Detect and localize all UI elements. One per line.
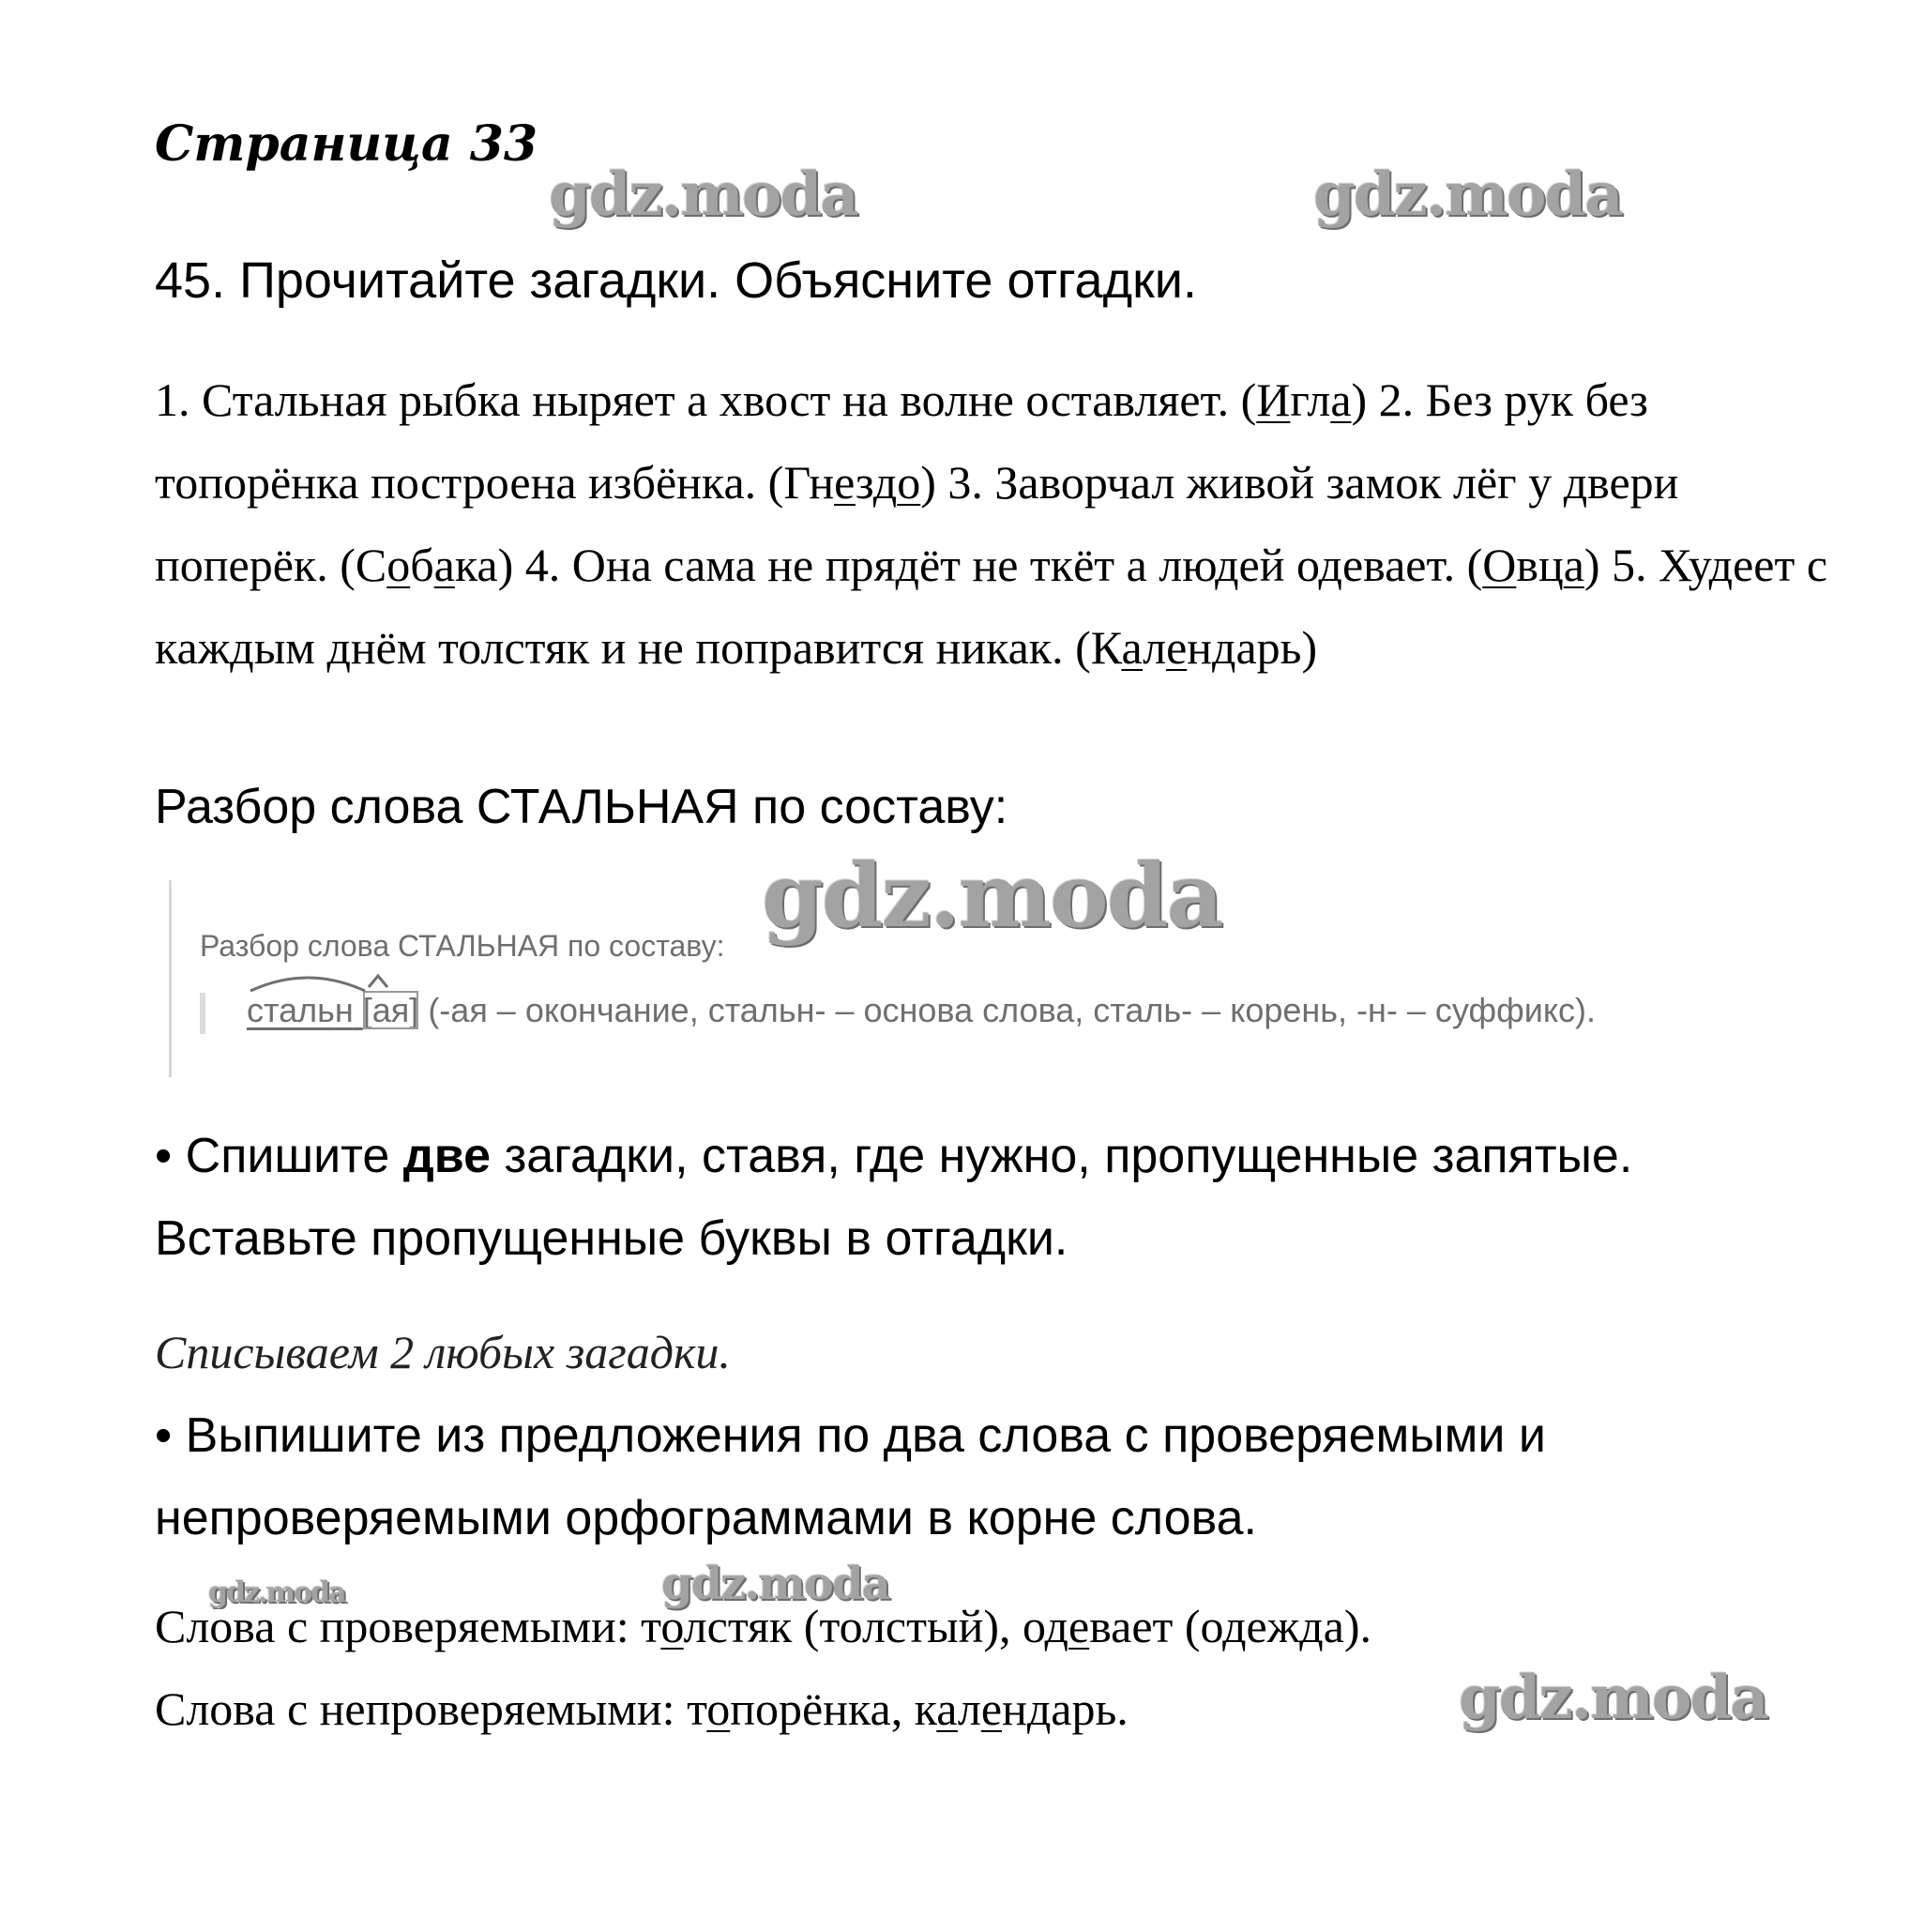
ending: [ая]	[362, 991, 419, 1029]
answer-note: Списываем 2 любых загадки.	[155, 1326, 731, 1378]
root: сталь	[247, 991, 335, 1029]
inset-bar	[200, 993, 205, 1034]
inset-title: Разбор слова СТАЛЬНАЯ по составу:	[200, 929, 725, 963]
watermark: gdz.moda	[661, 1558, 889, 1610]
riddle-4: 4. Она сама не прядёт не ткёт а людей одевает. (Овца)	[513, 539, 1600, 591]
watermark: gdz.moda	[208, 1576, 345, 1609]
morpheme-analysis	[247, 991, 1596, 1030]
riddle-3: 3. Заворчал живой замок лёг у двери поперёк. (Собака)	[155, 456, 1679, 591]
task-copy-riddles: • Спишите две загадки, ставя, где нужно, пропущенные запятые. Вставьте пропущенные буквы в отгадки.	[155, 1129, 1633, 1266]
analysis-explanation: (-ая – окончание, стальн- – основа слова, сталь- – корень, -н- – суффикс).	[418, 991, 1597, 1029]
suffix-mark-icon	[367, 974, 389, 989]
watermark: gdz.moda	[762, 844, 1222, 948]
suffix: н	[334, 991, 354, 1029]
root-arc-icon	[247, 970, 369, 993]
riddle-5: 5. Худеет с каждым днём толстяк и не поправится никак. (Календарь)	[155, 539, 1828, 674]
watermark: gdz.moda	[1313, 160, 1622, 230]
watermark: gdz.moda	[549, 160, 857, 230]
watermark: gdz.moda	[1459, 1663, 1767, 1733]
riddle-2: 2. Без рук без топорёнка построена избёнка. (Гнездо)	[155, 373, 1648, 509]
task-write-words: • Выпишите из предложения по два слова с проверяемыми и непроверяемыми орфограммами в корне слова.	[155, 1408, 1546, 1545]
page-title: Страница 33	[155, 115, 538, 173]
task-heading: 45. Прочитайте загадки. Объясните отгадки.	[155, 252, 1197, 309]
checkable-words-line: Слова с проверяемыми: толстяк (толстый), одевает (одежда).	[155, 1600, 1372, 1652]
riddles-paragraph	[155, 358, 1843, 689]
riddle-1: 1. Стальная рыбка ныряет а хвост на волне оставляет. (Игла)	[155, 373, 1368, 426]
uncheckable-words-line: Слова с непроверяемыми: топорёнка, календарь.	[155, 1682, 1129, 1735]
word-stem	[247, 991, 363, 1029]
analysis-heading: Разбор слова СТАЛЬНАЯ по составу:	[155, 780, 1008, 834]
